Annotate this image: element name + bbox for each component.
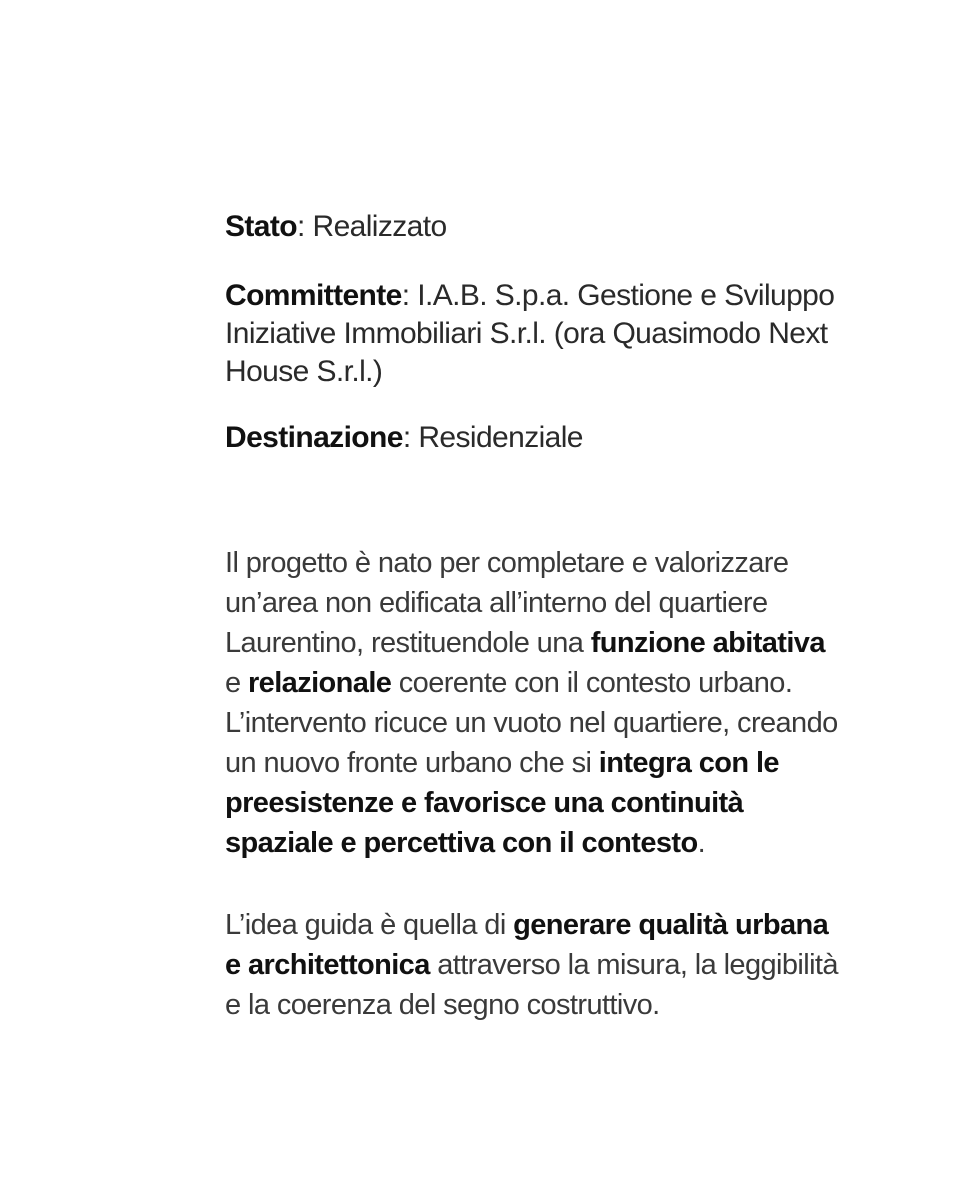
p2-bold-1: generare qualità urbana e architettonica [225,909,829,981]
meta-stato-value: Realizzato [312,210,447,243]
p1-bold-3: integra con le preesistenze e favorisce una continuità spaziale e percettiva con il contesto [225,747,779,859]
meta-stato [225,208,845,246]
p1-bold-2: relazionale [248,667,392,699]
meta-destinazione [225,419,845,457]
p2-text-2: attraverso la misura, la leggibilità e la coerenza del segno costruttivo. [225,949,838,1021]
p1-bold-1: funzione abitativa [590,627,825,659]
project-sheet [225,208,845,1025]
p2-text-1: L’idea guida è quella di [225,909,514,941]
meta-destinazione-value: Residenziale [418,421,583,454]
p1-text-3: coerente con il contesto urbano. L’intervento ricuce un vuoto nel quartiere, creando un nuovo fronte urbano che si [225,667,838,779]
description-paragraph-1 [225,543,845,863]
meta-destinazione-label: Destinazione [225,421,403,454]
p1-text-2: e [225,667,248,699]
meta-stato-label: Stato [225,210,298,243]
meta-destinazione-separator: : [402,421,419,454]
meta-committente-separator: : [401,279,418,312]
meta-stato-separator: : [297,210,313,243]
meta-committente [225,277,845,391]
meta-committente-value: I.A.B. S.p.a. Gestione e Sviluppo Iniziative Immobiliari S.r.l. (ora Quasimodo Next House S.r.l.) [225,279,835,388]
meta-committente-label: Committente [225,279,402,312]
p1-text-4: . [697,827,706,859]
p1-text-1: Il progetto è nato per completare e valorizzare un’area non edificata all’interno del quartiere Laurentino, restituendole una [225,547,789,659]
description-paragraph-2 [225,905,845,1025]
